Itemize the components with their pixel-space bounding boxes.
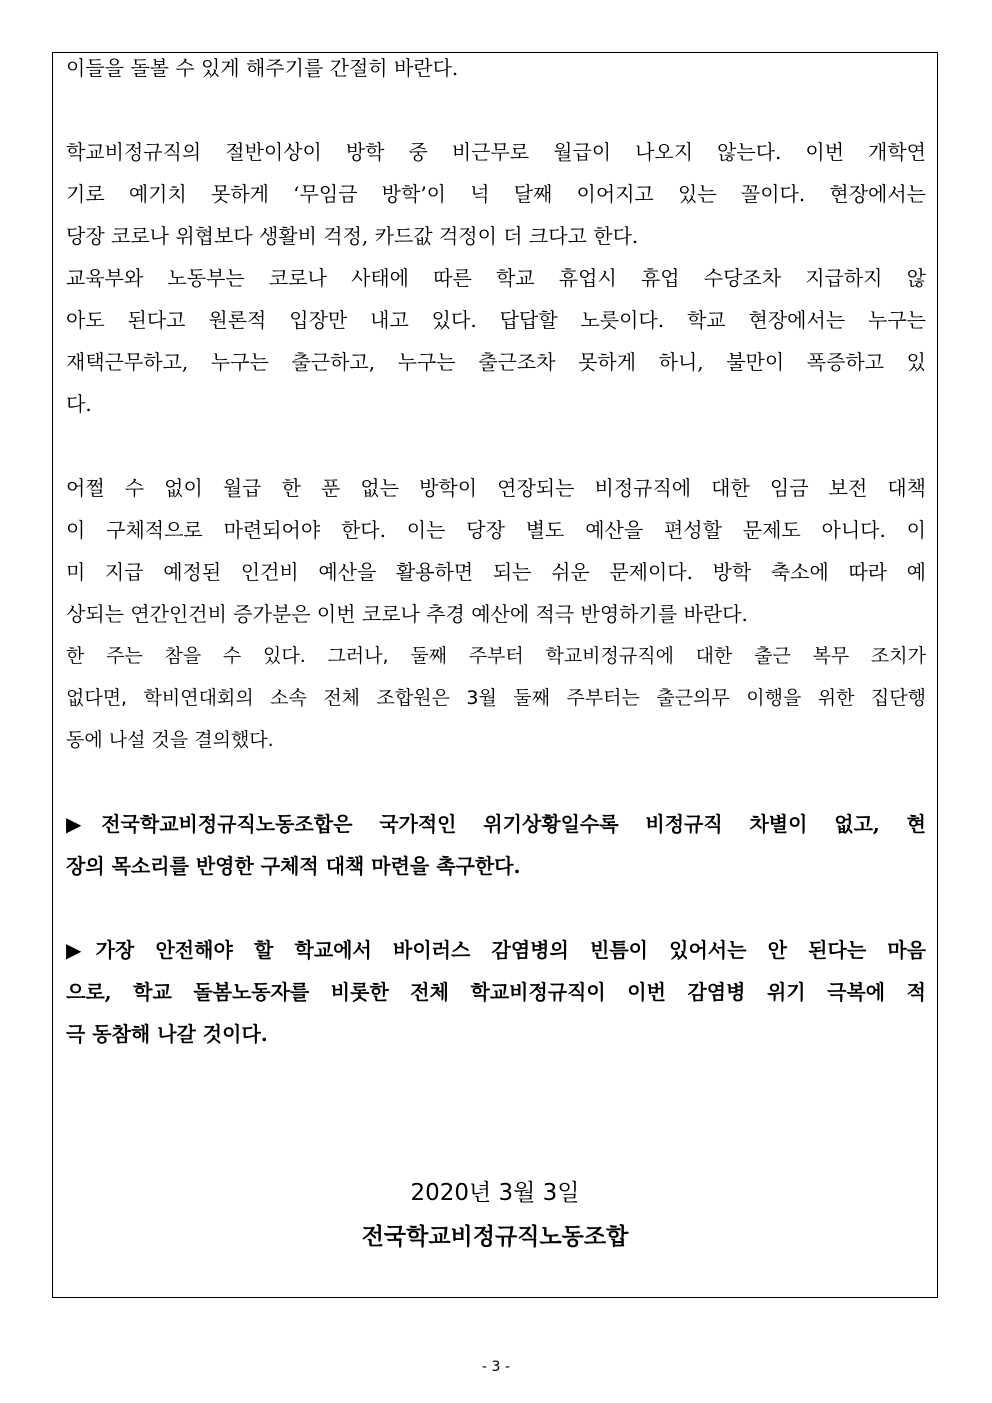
demand-text-line: ▶가장 안전해야 할 학교에서 바이러스 감염병의 빈틈이 있어서는 안 된다는 마음 bbox=[66, 938, 926, 962]
demand-text-line: 으로, 학교 돌봄노동자를 비롯한 전체 학교비정규직이 이번 감염병 위기 극복에 적 bbox=[66, 980, 926, 1004]
body-text-line: 상되는 연간인건비 증가분은 이번 코로나 추경 예산에 적극 반영하기를 바란다. bbox=[66, 602, 748, 626]
body-text-line: 한 주는 참을 수 있다. 그러나, 둘째 주부터 학교비정규직에 대한 출근 복무 조치가 bbox=[66, 645, 926, 667]
signature-organization: 전국학교비정규직노동조합 bbox=[361, 1224, 629, 1250]
body-text-line: 재택근무하고, 누구는 출근하고, 누구는 출근조차 못하게 하니, 불만이 폭증하고 있 bbox=[66, 350, 926, 374]
body-text-line: 교육부와 노동부는 코로나 사태에 따른 학교 휴업시 휴업 수당조차 지급하지 않 bbox=[66, 266, 926, 290]
body-text-line: 아도 된다고 원론적 입장만 내고 있다. 답답할 노릇이다. 학교 현장에서는 누구는 bbox=[66, 308, 926, 332]
page-number: - 3 - bbox=[482, 1359, 510, 1375]
demand-text-line: 극 동참해 나갈 것이다. bbox=[66, 1022, 268, 1046]
body-text-line: 미 지급 예정된 인건비 예산을 활용하면 되는 쉬운 문제이다. 방학 축소에 따라 예 bbox=[66, 560, 926, 584]
body-text-line: 없다면, 학비연대회의 소속 전체 조합원은 3월 둘째 주부터는 출근의무 이행을 위한 집단행 bbox=[66, 687, 926, 709]
signature-date: 2020년 3월 3일 bbox=[410, 1180, 580, 1206]
body-text-line: 학교비정규직의 절반이상이 방학 중 비근무로 월급이 나오지 않는다. 이번 개학연 bbox=[66, 140, 926, 164]
demand-text-line: ▶전국학교비정규직노동조합은 국가적인 위기상황일수록 비정규직 차별이 없고, 현 bbox=[66, 812, 926, 836]
body-text-line: 동에 나설 것을 결의했다. bbox=[66, 729, 274, 751]
body-text-line: 어쩔 수 없이 월급 한 푼 없는 방학이 연장되는 비정규직에 대한 임금 보전 대책 bbox=[66, 476, 926, 500]
body-text-line: 이 구체적으로 마련되어야 한다. 이는 당장 별도 예산을 편성할 문제도 아니다. 이 bbox=[66, 518, 926, 542]
body-text-line: 다. bbox=[66, 392, 92, 416]
body-text-line: 당장 코로나 위협보다 생활비 걱정, 카드값 걱정이 더 크다고 한다. bbox=[66, 224, 639, 248]
body-text-line: 기로 예기치 못하게 ‘무임금 방학’이 넉 달째 이어지고 있는 꼴이다. 현장에서는 bbox=[66, 182, 926, 206]
body-text-line: 이들을 돌볼 수 있게 해주기를 간절히 바란다. bbox=[66, 56, 459, 80]
demand-text-line: 장의 목소리를 반영한 구체적 대책 마련을 촉구한다. bbox=[66, 854, 521, 878]
